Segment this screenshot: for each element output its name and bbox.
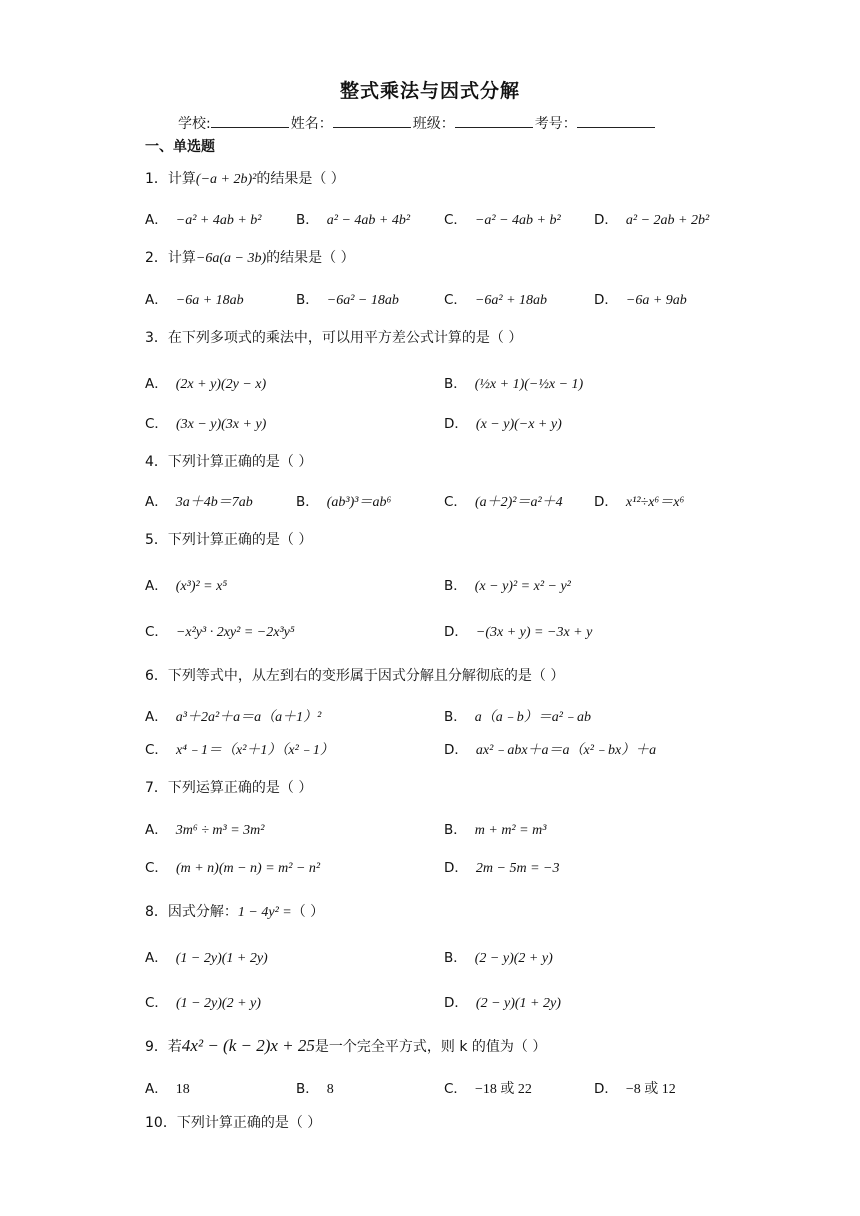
stem-math: −6a(a − 3b)	[195, 251, 267, 266]
option-text: (1 − 2y)(1 + 2y)	[175, 951, 268, 966]
question-1-option-b[interactable]	[296, 208, 410, 229]
option-label: B．	[296, 212, 319, 228]
question-2-stem	[145, 247, 355, 267]
option-text: (2 − y)(2 + y)	[474, 951, 553, 966]
question-7-option-a[interactable]	[145, 818, 264, 839]
question-5-option-b[interactable]	[444, 574, 571, 595]
school-blank[interactable]	[211, 115, 289, 128]
option-text: (a＋2)²＝a²＋4	[474, 495, 563, 510]
student-info-line	[178, 113, 657, 133]
stem-text: 的结果是（ ）	[256, 171, 345, 187]
question-9-option-a[interactable]	[145, 1077, 190, 1098]
option-text: −a² + 4ab + b²	[175, 213, 262, 228]
question-4-option-a[interactable]	[145, 490, 253, 511]
question-9-option-d[interactable]	[594, 1077, 676, 1098]
option-label: B．	[444, 709, 467, 725]
option-label: D．	[444, 995, 468, 1011]
option-label: D．	[444, 742, 468, 758]
option-label: B．	[444, 822, 467, 838]
exam-no-blank[interactable]	[577, 115, 655, 128]
question-6-option-a[interactable]	[145, 705, 321, 726]
question-3-option-d[interactable]	[444, 412, 562, 433]
option-label: A．	[145, 822, 168, 838]
question-3-option-c[interactable]	[145, 412, 266, 433]
option-label: C．	[145, 624, 168, 640]
stem-text: 是一个完全平方式，则 k 的值为（ ）	[314, 1039, 547, 1055]
question-3-option-b[interactable]	[444, 372, 583, 393]
question-9-option-b[interactable]	[296, 1077, 334, 1098]
question-9-option-c[interactable]	[444, 1077, 532, 1098]
option-text: (½x + 1)(−½x − 1)	[474, 377, 584, 392]
option-label: A．	[145, 709, 168, 725]
stem-text: 3．在下列多项式的乘法中，可以用平方差公式计算的是（ ）	[145, 330, 523, 346]
question-2-option-a[interactable]	[145, 288, 244, 309]
option-label: A．	[145, 578, 168, 594]
name-blank[interactable]	[333, 115, 411, 128]
option-text: 18	[175, 1082, 190, 1097]
option-label: A．	[145, 494, 168, 510]
option-text: −(3x + y) = −3x + y	[475, 625, 593, 640]
option-text: (x − y)² = x² − y²	[474, 579, 571, 594]
option-label: B．	[296, 1081, 319, 1097]
question-10-stem	[145, 1112, 321, 1132]
question-8-stem	[145, 901, 324, 921]
option-label: D．	[594, 292, 618, 308]
school-label: 学校:	[178, 116, 211, 132]
option-label: D．	[444, 624, 468, 640]
option-label: D．	[444, 416, 468, 432]
option-text: (2x + y)(2y − x)	[175, 377, 267, 392]
option-text: a² − 4ab + 4b²	[326, 213, 411, 228]
option-text: −x²y³ · 2xy² = −2x³y⁵	[175, 625, 295, 640]
question-8-option-b[interactable]	[444, 946, 553, 967]
question-5-option-d[interactable]	[444, 620, 592, 641]
class-label: 班级：	[412, 116, 455, 132]
option-label: B．	[444, 950, 467, 966]
option-label: C．	[444, 212, 467, 228]
question-6-option-b[interactable]	[444, 705, 591, 726]
option-text: x⁴﹣1＝（x²＋1）（x²﹣1）	[175, 743, 334, 758]
option-label: B．	[444, 578, 467, 594]
question-8-option-d[interactable]	[444, 991, 561, 1012]
option-text: 3m⁶ ÷ m³ = 3m²	[175, 823, 265, 838]
option-text: x¹²÷x⁶＝x⁶	[625, 495, 685, 510]
option-text: (m + n)(m − n) = m² − n²	[175, 861, 321, 876]
stem-text: 2．计算	[145, 250, 196, 266]
option-label: C．	[145, 860, 168, 876]
question-7-stem	[145, 777, 312, 797]
question-3-stem	[145, 327, 522, 347]
option-text: ax²﹣abx＋a＝a（x²﹣bx）＋a	[475, 743, 657, 758]
option-text: −6a + 9ab	[625, 293, 687, 308]
question-8-option-c[interactable]	[145, 991, 261, 1012]
option-label: A．	[145, 950, 168, 966]
question-4-option-b[interactable]	[296, 490, 391, 511]
question-6-option-d[interactable]	[444, 738, 656, 759]
option-text: a² − 2ab + 2b²	[625, 213, 710, 228]
question-1-option-a[interactable]	[145, 208, 262, 229]
question-5-option-a[interactable]	[145, 574, 227, 595]
question-1-option-d[interactable]	[594, 208, 709, 229]
option-text: −8 或 12	[625, 1082, 676, 1097]
option-label: B．	[296, 494, 319, 510]
stem-text: 5．下列计算正确的是（ ）	[145, 532, 313, 548]
question-2-option-d[interactable]	[594, 288, 687, 309]
option-label: C．	[444, 1081, 467, 1097]
option-label: D．	[594, 212, 618, 228]
option-text: −6a + 18ab	[175, 293, 244, 308]
option-label: C．	[444, 292, 467, 308]
option-text: 3a＋4b＝7ab	[175, 495, 253, 510]
option-label: B．	[444, 376, 467, 392]
page-title: 整式乘法与因式分解	[339, 80, 520, 102]
option-label: A．	[145, 292, 168, 308]
option-text: −6a² − 18ab	[326, 293, 399, 308]
option-text: (ab³)³＝ab⁶	[326, 495, 392, 510]
option-text: (x − y)(−x + y)	[475, 417, 562, 432]
stem-text: 7．下列运算正确的是（ ）	[145, 780, 313, 796]
option-text: (2 − y)(1 + 2y)	[475, 996, 561, 1011]
option-text: (3x − y)(3x + y)	[175, 417, 267, 432]
option-text: a（a﹣b）＝a²﹣ab	[474, 710, 591, 725]
option-label: C．	[145, 995, 168, 1011]
question-4-option-c[interactable]	[444, 490, 563, 511]
option-label: A．	[145, 212, 168, 228]
option-label: C．	[145, 742, 168, 758]
option-text: (1 − 2y)(2 + y)	[175, 996, 261, 1011]
option-label: C．	[444, 494, 467, 510]
exam-no-label: 考号：	[534, 116, 577, 132]
question-8-option-a[interactable]	[145, 946, 268, 967]
stem-math: 4x² − (k − 2)x + 25	[181, 1036, 315, 1055]
name-label: 姓名：	[290, 116, 333, 132]
question-5-stem	[145, 529, 312, 549]
stem-text: 9．若	[145, 1039, 182, 1055]
option-text: −6a² + 18ab	[474, 293, 548, 308]
stem-text: 6．下列等式中，从左到右的变形属于因式分解且分解彻底的是（ ）	[145, 668, 565, 684]
option-text: −a² − 4ab + b²	[474, 213, 561, 228]
option-text: m + m² = m³	[474, 823, 547, 838]
section-heading: 一、单选题	[145, 139, 215, 155]
option-label: A．	[145, 376, 168, 392]
question-1-option-c[interactable]	[444, 208, 561, 229]
option-label: D．	[444, 860, 468, 876]
option-text: 2m − 5m = −3	[475, 861, 560, 876]
question-7-option-b[interactable]	[444, 818, 546, 839]
question-1-stem	[145, 168, 345, 188]
question-5-option-c[interactable]	[145, 620, 295, 641]
stem-text: 的结果是（ ）	[266, 250, 355, 266]
option-text: a³＋2a²＋a＝a（a＋1）²	[175, 710, 322, 725]
question-4-stem	[145, 451, 312, 471]
question-6-stem	[145, 665, 564, 685]
question-3-option-a[interactable]	[145, 372, 266, 393]
stem-text: 10．下列计算正确的是（ ）	[145, 1115, 322, 1131]
question-2-option-b[interactable]	[296, 288, 399, 309]
stem-text: （ ）	[291, 904, 325, 920]
question-6-option-c[interactable]	[145, 738, 334, 759]
option-label: D．	[594, 1081, 618, 1097]
question-7-option-c[interactable]	[145, 856, 320, 877]
stem-text: 4．下列计算正确的是（ ）	[145, 454, 313, 470]
option-text: −18 或 22	[474, 1082, 532, 1097]
option-label: B．	[296, 292, 319, 308]
question-4-option-d[interactable]	[594, 490, 684, 511]
stem-math: (−a + 2b)²	[195, 172, 257, 187]
option-label: D．	[594, 494, 618, 510]
option-text: (x³)² = x⁵	[175, 579, 228, 594]
question-2-option-c[interactable]	[444, 288, 547, 309]
stem-math: 1 − 4y² =	[237, 905, 292, 920]
stem-text: 8．因式分解：	[145, 904, 238, 920]
option-text: 8	[326, 1082, 334, 1097]
question-7-option-d[interactable]	[444, 856, 559, 877]
option-label: A．	[145, 1081, 168, 1097]
option-label: C．	[145, 416, 168, 432]
question-9-stem	[145, 1036, 546, 1056]
class-blank[interactable]	[455, 115, 533, 128]
stem-text: 1．计算	[145, 171, 196, 187]
